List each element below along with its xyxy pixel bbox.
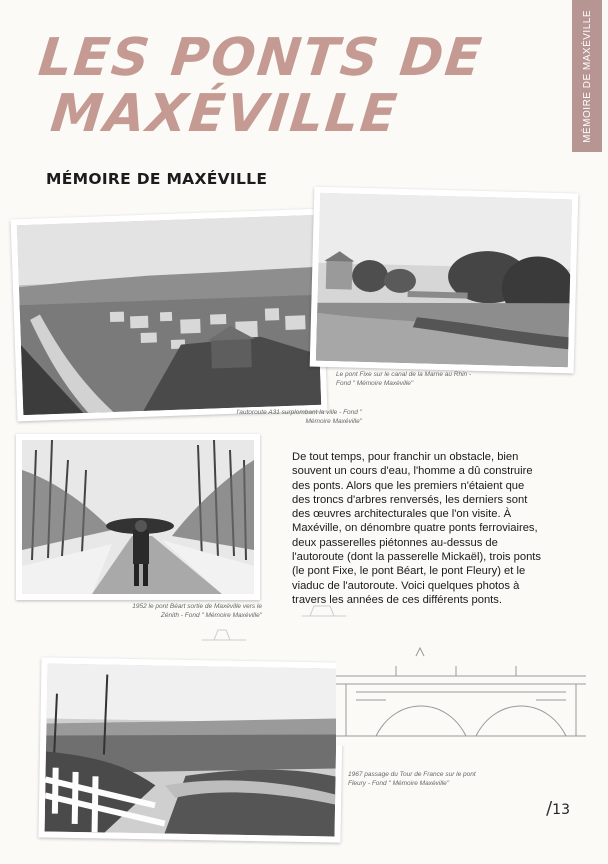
section-tab bbox=[572, 0, 602, 152]
page-title bbox=[30, 28, 486, 144]
caption-autoroute: l'autoroute A31 surplombant la ville - Fond " Mémoire Maxéville" bbox=[236, 409, 362, 425]
photo-pont-beart bbox=[16, 434, 260, 600]
decorative-sketch-icon bbox=[300, 600, 350, 620]
photo-pont-fleury-image bbox=[45, 663, 338, 836]
title-line-1: LES PONTS DE bbox=[35, 28, 486, 88]
photo-pont-fleury bbox=[38, 657, 343, 842]
decorative-sketch-icon bbox=[200, 626, 250, 646]
page-subtitle: MÉMOIRE DE MAXÉVILLE bbox=[46, 170, 268, 188]
photo-pont-fixe-image bbox=[316, 193, 572, 368]
page-number: /13 bbox=[546, 798, 570, 819]
caption-pont-fleury: 1967 passage du Tour de France sur le pont Fleury - Fond " Mémoire Maxéville" bbox=[348, 771, 476, 787]
bridge-sketch-drawing bbox=[336, 636, 586, 746]
section-tab-label: MÉMOIRE DE MAXÉVILLE bbox=[581, 9, 593, 143]
photo-autoroute bbox=[11, 209, 328, 422]
photo-pont-fixe bbox=[310, 187, 579, 374]
page-number-value: 13 bbox=[552, 802, 570, 818]
bridge-sketch bbox=[336, 636, 586, 746]
caption-pont-fixe: Le pont Fixe sur le canal de la Marne au Rhin - Fond " Mémoire Maxéville" bbox=[336, 371, 472, 387]
caption-pont-beart: 1952 le pont Béart sortie de Maxéville vers le Zénith - Fond " Mémoire Maxéville" bbox=[132, 603, 262, 619]
photo-autoroute-image bbox=[17, 215, 321, 415]
title-line-2: MAXÉVILLE bbox=[47, 84, 402, 144]
photo-pont-beart-image bbox=[22, 440, 254, 594]
intro-paragraph: De tout temps, pour franchir un obstacle, bien souvent un cours d'eau, l'homme a dû construire des ponts. Alors que les premiers n'étaient que des troncs d'arbres renversés, les derniers sont des œuvres architecturales que l'on visite. À Maxéville, on dénombre quatre ponts ferroviaires, deux passerelles piétonnes au-dessus de l'autoroute (dont la passerelle Mickaël), trois ponts (le pont Fixe, le pont Béart, le pont Fleury) et le viaduc de l'autoroute. Voici quelques photos à travers les années de ces différents ponts. bbox=[292, 451, 542, 606]
